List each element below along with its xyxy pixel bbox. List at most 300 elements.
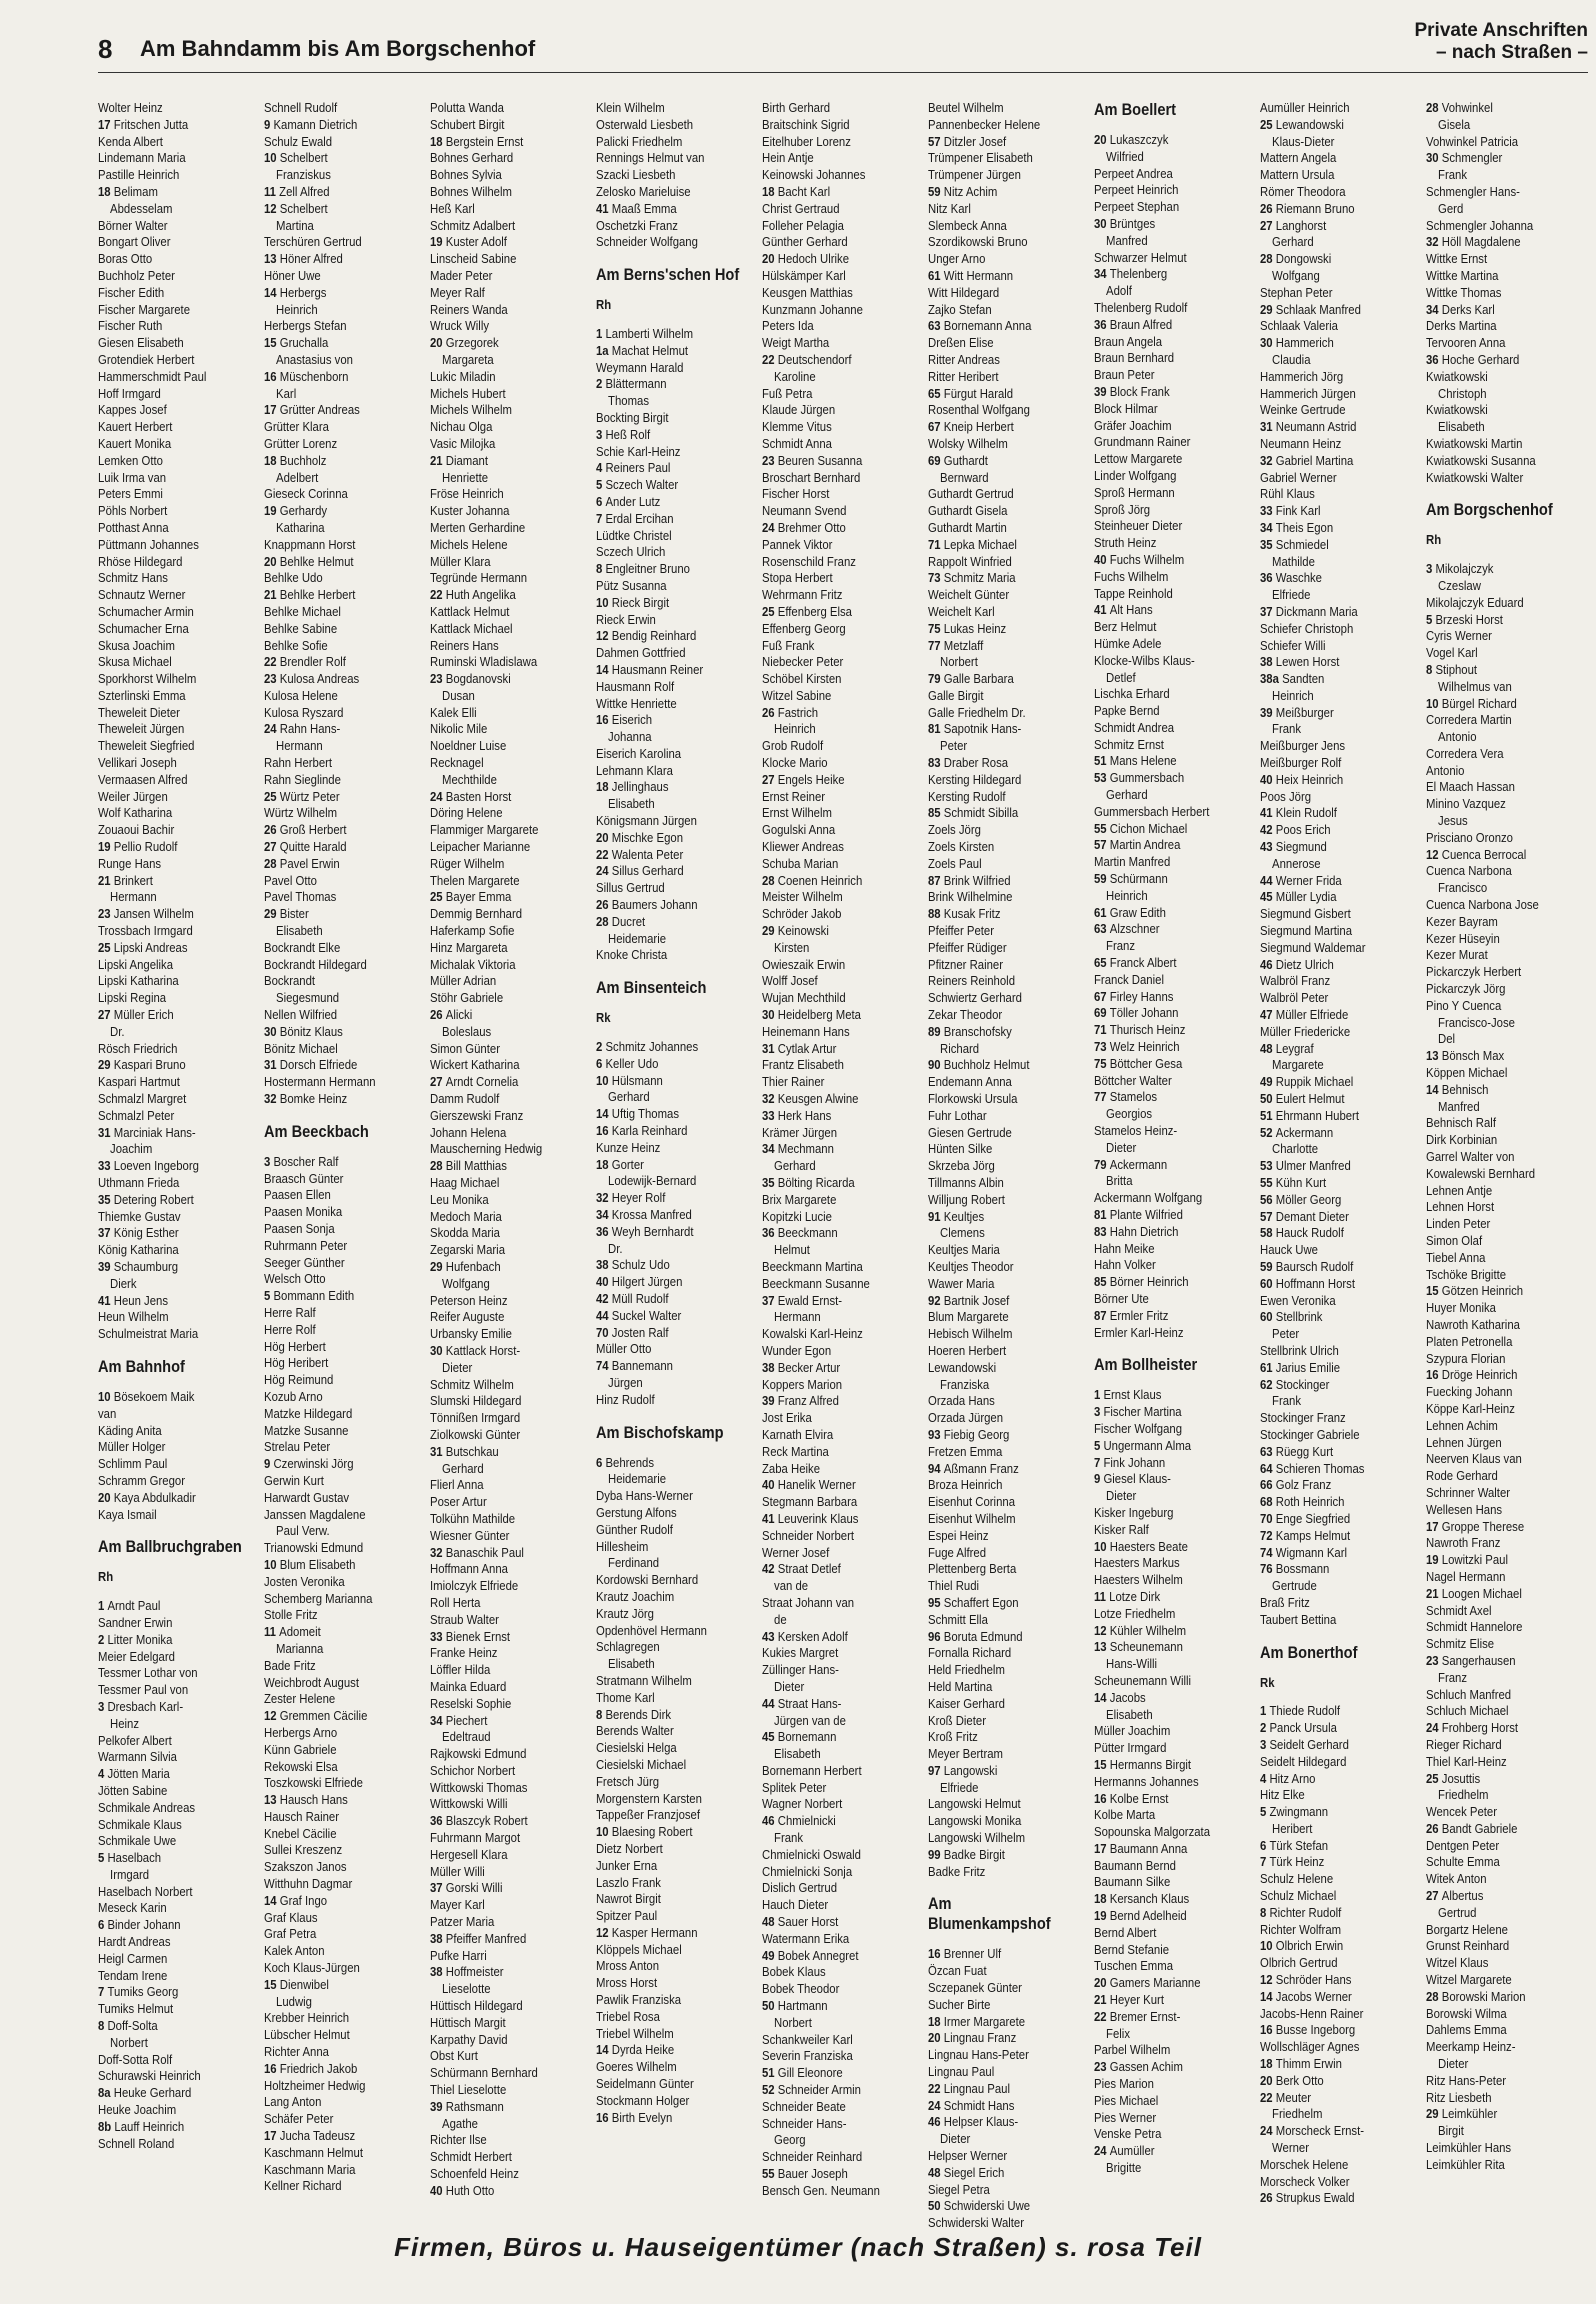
resident-entry: Schwarzer Helmut [1094,249,1187,265]
resident-entry: Damm Rudolf [430,1091,500,1107]
resident-entry: 38 Lewen Horst [1260,654,1340,670]
resident-entry: Mattern Ursula [1260,167,1335,183]
house-number: 22 [596,846,612,862]
resident-entry: Skusa Joachim [98,637,175,653]
resident-entry: Badke Fritz [928,1863,986,1879]
resident-entry: Pino Y Cuenca [1426,997,1502,1013]
entry-continuation: Richard [940,1040,980,1056]
house-number: 65 [1094,955,1110,971]
resident-entry: Grundmann Rainer [1094,434,1191,450]
resident-entry: Perpeet Stephan [1094,199,1180,215]
footer-note: Firmen, Büros u. Hauseigentümer (nach Straßen) s. rosa Teil [394,2232,1202,2262]
resident-entry: 52 Schneider Armin [762,2082,861,2098]
resident-entry: Slumski Hildegard [430,1393,522,1409]
resident-entry: Kwiatkowski Martin [1426,435,1523,451]
house-number: 83 [928,755,944,771]
resident-entry: Schöbel Kirsten [762,671,842,687]
resident-entry: Fischer Horst [762,486,830,502]
directory-column-9 [1426,100,1564,2174]
resident-entry: 71 Lepka Michael [928,536,1017,552]
house-number: 31 [430,1443,446,1459]
resident-entry: Fuhrmann Margot [430,1830,521,1846]
entry-continuation: Heinz [110,1715,140,1731]
resident-entry: 14 Dyrda Heike [596,2042,675,2058]
resident-entry: Weiler Jürgen [98,788,168,804]
resident-entry: Garrel Walter von [1426,1149,1515,1165]
house-number: 96 [928,1628,944,1644]
resident-entry: Pannenbecker Helene [928,116,1041,132]
resident-entry: Tillmanns Albin [928,1175,1004,1190]
resident-entry: Berz Helmut [1094,619,1157,635]
resident-entry: Grob Rudolf [762,738,824,754]
resident-entry: Lüdtke Christel [596,527,672,543]
resident-entry: 16 Kolbe Ernst [1094,1790,1169,1806]
resident-entry: Holtzheimer Hedwig [264,2077,366,2093]
house-number: 10 [1426,695,1442,711]
house-number: 28 [762,872,778,888]
resident-entry: Wiesner Günter [430,1527,510,1543]
resident-entry: Weigt Martha [762,335,830,351]
resident-entry: Hausmann Rolf [596,678,675,694]
resident-entry: Osterwald Liesbeth [596,116,694,132]
resident-entry: Walbröl Franz [1260,973,1331,989]
resident-entry: Langowski Wilhelm [928,1830,1026,1846]
resident-entry: Braun Peter [1094,367,1155,383]
resident-entry: 26 Strupkus Ewald [1260,2190,1355,2206]
resident-entry: Rappolt Winfried [928,553,1012,569]
entry-continuation: Margareta [442,351,494,367]
street-heading: Am Bischofskamp [596,1422,724,1442]
resident-entry: Linder Wolfgang [1094,467,1177,483]
resident-entry: Huyer Monika [1426,1300,1496,1316]
resident-entry: Warmann Silvia [98,1749,177,1765]
resident-entry: Bockrandt Elke [264,939,341,955]
resident-entry: Kunze Heinz [596,1139,661,1155]
resident-entry: Chmielnicki Oswald [762,1846,861,1862]
entry-continuation: Birgit [1438,2123,1464,2139]
resident-entry: Oschetzki Franz [596,217,678,233]
resident-entry: 5 Sczech Walter [596,477,679,493]
resident-entry: 30 Schmengler [1426,150,1503,166]
entry-continuation: Irmgard [110,1866,150,1882]
resident-entry: 42 Straat Detlef [762,1561,841,1577]
house-number: 16 [596,1123,612,1139]
resident-entry: 27 Müller Erich [98,1007,174,1023]
resident-entry: Sporkhorst Wilhelm [98,671,197,687]
resident-entry: Wittke Ernst [1426,251,1488,267]
resident-entry: 41 Maaß Emma [596,200,677,216]
resident-entry: Wittke Henriette [596,695,677,711]
resident-entry: 28 Dongowski [1260,251,1332,267]
resident-entry: 41 Klein Rudolf [1260,805,1337,821]
resident-entry: Pies Werner [1094,2109,1157,2125]
resident-entry: Schneider Reinhard [762,2149,863,2165]
page-number: 8 [98,34,113,64]
resident-entry: 42 Poos Erich [1260,822,1331,838]
entry-continuation: Adolf [1106,283,1132,299]
resident-entry: 90 Buchholz Helmut [928,1057,1030,1073]
entry-continuation: Henriette [442,469,489,485]
resident-entry: Schluch Manfred [1426,1686,1512,1702]
house-number: 61 [928,267,944,283]
resident-entry: Lehnen Jürgen [1426,1434,1502,1450]
entry-continuation: Gerhard [774,1158,816,1174]
house-number: 22 [1094,2008,1110,2024]
resident-entry: Hüttisch Hildegard [430,1998,523,2014]
resident-entry: Schneider Hans- [762,2115,847,2131]
resident-entry: Schichor Norbert [430,1762,516,1778]
house-number: 9 [264,116,274,132]
resident-entry: Kattlack Michael [430,620,513,636]
resident-entry: 17 Fritschen Jutta [98,116,189,132]
resident-entry: Haag Michael [430,1175,500,1190]
resident-entry: Matzke Hildegard [264,1405,353,1421]
entry-continuation: Norbert [774,2014,812,2030]
house-number: 25 [98,939,114,955]
resident-entry: Lewandowski [928,1359,997,1375]
resident-entry: Grotendiek Herbert [98,351,195,367]
resident-entry: Palicki Friedhelm [596,133,683,149]
resident-entry: 22 Deutschendorf [762,351,852,367]
resident-entry: 31 Butschkau [430,1443,499,1459]
resident-entry: Harwardt Gustav [264,1489,350,1505]
house-number: 46 [928,2114,944,2130]
resident-entry: 61 Jarius Emilie [1260,1359,1341,1375]
resident-entry: Schmitt Ella [928,1611,988,1627]
resident-entry: Schnautz Werner [98,587,186,603]
resident-entry: Taubert Bettina [1260,1611,1337,1627]
house-number: 10 [98,1388,114,1404]
resident-entry: Skrzeba Jörg [928,1158,995,1174]
resident-entry: 21 Diamant [430,452,489,468]
resident-entry: Wittkowski Thomas [430,1779,528,1795]
resident-entry: Schmitz Elise [1426,1636,1495,1652]
entry-continuation: Dierk [110,1275,137,1291]
resident-entry: Rahn Herbert [264,755,333,771]
resident-entry: Ermler Karl-Heinz [1094,1324,1184,1340]
entry-continuation: Heinrich [276,301,318,317]
house-number: 21 [264,587,280,603]
resident-entry: Künn Gabriele [264,1741,337,1757]
resident-entry: Schulz Helene [1260,1871,1334,1887]
resident-entry: 10 Hülsmann [596,1072,663,1088]
house-number: 14 [1094,1689,1110,1705]
house-number: 99 [928,1846,944,1862]
resident-entry: 27 Langhorst [1260,217,1327,233]
resident-entry: 26 Riemann Bruno [1260,200,1355,216]
resident-entry: 26 Baumers Johann [596,897,698,913]
resident-entry: Simon Olaf [1426,1233,1483,1248]
resident-entry: Trossbach Irmgard [98,923,193,939]
entry-continuation: Werner [1272,2140,1310,2156]
resident-entry: 39 Rathsmann [430,2098,504,2114]
resident-entry: Kopitzki Lucie [762,1208,832,1224]
resident-entry: 38 Schulz Udo [596,1257,670,1273]
resident-entry: Derks Martina [1426,318,1497,334]
resident-entry: 9 Kamann Dietrich [264,116,358,132]
resident-entry: Gerwin Kurt [264,1472,324,1488]
resident-entry: 87 Brink Wilfried [928,872,1011,888]
resident-entry: Hammerich Jürgen [1260,385,1356,401]
resident-entry: Ziolkowski Günter [430,1426,521,1442]
house-number: 49 [762,1947,778,1963]
resident-entry: 53 Ulmer Manfred [1260,1158,1351,1174]
entry-continuation: Elisabeth [1438,419,1485,435]
resident-entry: Szakszon Janos [264,1859,347,1875]
resident-entry: 21 Loogen Michael [1426,1585,1522,1601]
resident-entry: Scheunemann Willi [1094,1672,1192,1688]
resident-entry: Urbansky Emilie [430,1326,512,1342]
resident-entry: Haesters Markus [1094,1555,1180,1571]
resident-entry: Reiners Wanda [430,301,508,317]
house-number: 67 [928,419,944,435]
house-number: 16 [596,712,612,728]
resident-entry: 8 Berends Dirk [596,1706,672,1722]
house-number: 1 [1260,1703,1270,1719]
house-number: 39 [762,1393,778,1409]
resident-entry: 62 Stockinger [1260,1376,1330,1392]
resident-entry: Bockrandt Hildegard [264,956,367,972]
resident-entry: 18 Buchholz [264,452,327,468]
house-number: 36 [762,1225,778,1241]
house-number: 42 [1260,822,1276,838]
resident-entry: Heß Karl [430,200,475,216]
house-number: 74 [596,1358,612,1374]
resident-entry: 3 Heß Rolf [596,426,651,442]
directory-column-2 [264,100,402,2195]
house-number: 27 [1426,1888,1442,1904]
district-code: Rh [596,297,612,313]
house-number: 29 [1260,301,1276,317]
resident-entry: Behnisch Ralf [1426,1115,1496,1131]
resident-entry: Peters Emmi [98,486,163,502]
house-number: 69 [928,452,944,468]
house-number: 51 [1094,753,1110,769]
resident-entry: 2 Litter Monika [98,1631,173,1647]
resident-entry: 34 Mechmann [762,1141,834,1157]
resident-entry: Müller Otto [596,1341,652,1357]
resident-entry: Bensch Gen. Neumann [762,2182,880,2198]
resident-entry: 23 Gassen Achim [1094,2059,1183,2075]
resident-entry: 85 Börner Heinrich [1094,1274,1189,1290]
resident-entry: 48 Sauer Horst [762,1914,839,1930]
resident-entry: Fischer Wolfgang [1094,1420,1183,1436]
resident-entry: 32 Banaschik Paul [430,1544,524,1560]
house-number: 71 [1094,1022,1110,1038]
resident-entry: 22 Walenta Peter [596,846,684,862]
house-number: 48 [1260,1040,1276,1056]
resident-entry: Neumann Svend [762,503,847,519]
resident-entry: Seeger Günther [264,1254,345,1270]
entry-continuation: Hans-Willi [1106,1656,1158,1672]
resident-entry: 12 Kühler Wilhelm [1094,1622,1187,1638]
resident-entry: Thiemke Gustav [98,1208,181,1224]
resident-entry: 30 Hammerich [1260,335,1334,351]
house-number: 90 [928,1057,944,1073]
house-number: 17 [264,2128,280,2144]
entry-continuation: Elisabeth [774,1746,821,1762]
resident-entry: Tappe Reinhold [1094,585,1173,601]
house-number: 34 [1260,519,1276,535]
resident-entry: 50 Eulert Helmut [1260,1091,1345,1107]
house-number: 32 [1260,452,1276,468]
resident-entry: Jacobs-Henn Rainer [1260,2005,1364,2021]
resident-entry: Doff-Sotta Rolf [98,2051,173,2067]
resident-entry: Polutta Wanda [430,100,504,115]
resident-entry: Severin Franziska [762,2048,853,2064]
resident-entry: Prisciano Oronzo [1426,829,1513,845]
entry-continuation: Friedhelm [1438,1787,1489,1803]
house-number: 19 [430,234,446,250]
resident-entry: 59 Nitz Achim [928,183,998,199]
resident-entry: Pfitzner Rainer [928,956,1004,972]
entry-continuation: Boleslaus [442,1023,492,1039]
house-number: 44 [1260,872,1276,888]
resident-entry: Siegmund Martina [1260,923,1353,939]
resident-entry: Rieger Richard [1426,1736,1502,1752]
resident-entry: Chmielnicki Sonja [762,1863,853,1879]
resident-entry: 77 Stamelos [1094,1089,1158,1105]
resident-entry: Effenberg Georg [762,620,846,636]
resident-entry: 55 Kühn Kurt [1260,1175,1327,1190]
resident-entry: 66 Golz Franz [1260,1477,1332,1493]
resident-entry: 81 Sapotnik Hans- [928,721,1022,737]
house-number: 48 [928,2164,944,2180]
resident-entry: Bornemann Herbert [762,1762,862,1778]
resident-entry: 27 Arndt Cornelia [430,1074,519,1090]
resident-entry: 29 Kaspari Bruno [98,1057,186,1073]
house-number: 25 [264,788,280,804]
resident-entry: Opdenhövel Hermann [596,1622,707,1638]
resident-entry: 20 Hedoch Ulrike [762,251,850,267]
resident-entry: 26 Bandt Gabriele [1426,1820,1518,1836]
house-number: 57 [928,133,944,149]
resident-entry: 75 Böttcher Gesa [1094,1055,1183,1071]
house-number: 1 [98,1598,108,1614]
resident-entry: 46 Chmielnicki [762,1813,836,1829]
resident-entry: Hergesell Klara [430,1846,508,1862]
resident-entry: Orzada Jürgen [928,1410,1004,1426]
resident-entry: Lipski Angelika [98,956,174,972]
resident-entry: 51 Gill Eleonore [762,2065,843,2081]
house-number: 30 [1094,215,1110,231]
resident-entry: 7 Türk Heinz [1260,1854,1325,1870]
resident-entry: Mikolajczyk Eduard [1426,594,1524,610]
resident-entry: 47 Müller Elfriede [1260,1007,1349,1023]
entry-continuation: Jesus [1438,813,1468,829]
resident-entry: Lischka Erhard [1094,686,1170,702]
house-number: 10 [1094,1538,1110,1554]
resident-entry: 27 Quitte Harald [264,839,347,855]
street-heading: Am Bollheister [1094,1355,1198,1375]
resident-entry: Frantz Elisabeth [762,1057,844,1073]
resident-entry: 45 Bornemann [762,1729,837,1745]
house-number: 26 [264,822,280,838]
resident-entry: Thelen Margarete [430,872,520,888]
house-number: 6 [596,1055,606,1071]
resident-entry: Lukic Miladin [430,368,496,384]
resident-entry: Michels Wilhelm [430,402,512,418]
resident-entry: Eisenhut Corinna [928,1494,1016,1510]
house-number: 1 [596,325,606,341]
resident-entry: Krautz Joachim [596,1588,675,1604]
resident-entry: Pickarczyk Jörg [1426,981,1506,997]
resident-entry: Zegarski Maria [430,1242,506,1258]
house-number: 36 [596,1223,612,1239]
house-number: 40 [1260,771,1276,787]
house-number: 3 [264,1153,274,1169]
resident-entry: Janssen Magdalene [264,1506,366,1522]
resident-entry: 41 Leuverink Klaus [762,1510,859,1526]
resident-entry: Sczech Ulrich [596,544,666,560]
resident-entry: Jötten Sabine [98,1782,168,1798]
resident-entry: 69 Guthardt [928,452,988,468]
resident-entry: Meißburger Rolf [1260,755,1342,771]
resident-entry: Leu Monika [430,1191,489,1207]
resident-entry: Hammerich Jörg [1260,368,1344,384]
house-number: 59 [928,183,944,199]
resident-entry: 36 Beeckmann [762,1225,838,1241]
entry-continuation: Lodewijk-Bernard [608,1173,697,1189]
resident-entry: Richter Anna [264,2044,329,2060]
directory-column-7 [1094,100,1232,2177]
resident-entry: 3 Boscher Ralf [264,1153,339,1169]
resident-entry: 41 Alt Hans [1094,602,1153,618]
resident-entry: 14 Graf Ingo [264,1892,328,1908]
resident-entry: Morschek Helene [1260,2156,1349,2172]
house-number: 24 [596,863,612,879]
house-number: 89 [928,1023,944,1039]
resident-entry: Zaba Heike [762,1460,821,1476]
resident-entry: Keultjes Theodor [928,1258,1014,1274]
resident-entry: Lehnen Horst [1426,1199,1495,1215]
entry-continuation: Abdesselam [110,200,173,216]
resident-entry: Schlimm Paul [98,1456,168,1472]
resident-entry: Recknagel [430,755,484,771]
resident-entry: 51 Mans Helene [1094,753,1177,769]
resident-entry: Schnell Rudolf [264,100,338,115]
house-number: 25 [430,889,446,905]
resident-entry: Schmidt Axel [1426,1602,1492,1618]
entry-continuation: Heidemarie [608,930,667,946]
house-number: 10 [596,1072,612,1088]
resident-entry: 45 Müller Lydia [1260,889,1337,905]
resident-entry: Welsch Otto [264,1271,326,1287]
resident-entry: Venske Petra [1094,2126,1162,2142]
resident-entry: 3 Mikolajczyk [1426,561,1494,577]
resident-entry: Michels Hubert [430,385,506,401]
resident-entry: Rekowski Elsa [264,1758,338,1774]
resident-entry: Lehmann Klara [596,762,673,778]
house-number: 27 [98,1007,114,1023]
resident-entry: Bohnes Wilhelm [430,183,512,199]
entry-continuation: Helmut [774,1242,810,1258]
resident-entry: Klaude Jürgen [762,402,836,418]
house-number: 33 [762,1107,778,1123]
resident-entry: Pies Marion [1094,2076,1154,2092]
entry-continuation: Czeslaw [1438,577,1481,593]
entry-continuation: Friedhelm [1272,2106,1323,2122]
house-number: 91 [928,1208,944,1224]
directory-column-6 [928,100,1066,2232]
house-number: 41 [596,200,612,216]
resident-entry: Espei Heinz [928,1527,989,1543]
resident-entry: Vermaasen Alfred [98,771,188,787]
resident-entry: 15 Götzen Heinrich [1426,1283,1524,1299]
resident-entry: Zouaoui Bachir [98,822,175,838]
directory-columns [98,100,1588,2230]
resident-entry: Pavel Otto [264,872,317,888]
